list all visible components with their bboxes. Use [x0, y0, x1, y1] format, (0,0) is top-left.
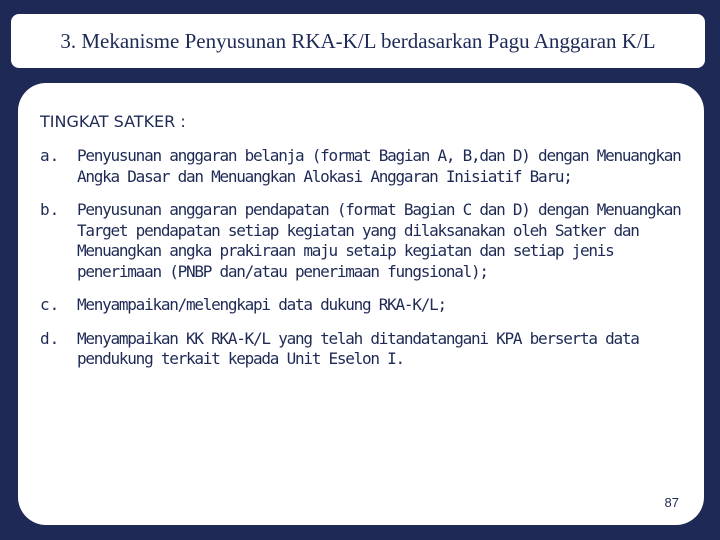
content-panel	[18, 83, 704, 525]
item-list	[40, 146, 684, 370]
slide-title: 3. Mekanisme Penyusunan RKA-K/L berdasarkan Pagu Anggaran K/L	[60, 28, 656, 53]
list-item-c	[40, 295, 684, 316]
item-text: Penyusunan anggaran pendapatan (format Bagian C dan D) dengan Menuangkan Target pendapatan setiap kegiatan yang dilaksanakan oleh Satker dan Menuangkan angka prakiraan maju setaip kegiatan dan setiap jenis penerimaan (PNBP dan/atau penerimaan fungsional);	[77, 200, 681, 281]
item-text: Penyusunan anggaran belanja (format Bagian A, B,dan D) dengan Menuangkan Angka Dasar dan Menuangkan Alokasi Anggaran Inisiatif Baru;	[77, 146, 681, 186]
page-number: 87	[664, 495, 679, 510]
section-heading: TINGKAT SATKER :	[40, 112, 186, 131]
list-item-d	[40, 329, 684, 370]
list-item-b	[40, 200, 684, 282]
item-marker: c.	[40, 295, 60, 314]
title-box	[11, 14, 705, 68]
item-marker: d.	[40, 328, 60, 348]
item-text: Menyampaikan KK RKA-K/L yang telah ditandatangani KPA berserta data pendukung terkait kepada Unit Eselon I.	[77, 328, 639, 368]
list-item-a	[40, 146, 684, 187]
item-marker: b.	[40, 200, 60, 219]
item-marker: a.	[40, 146, 60, 165]
item-text: Menyampaikan/melengkapi data dukung RKA-K/L;	[77, 295, 446, 314]
